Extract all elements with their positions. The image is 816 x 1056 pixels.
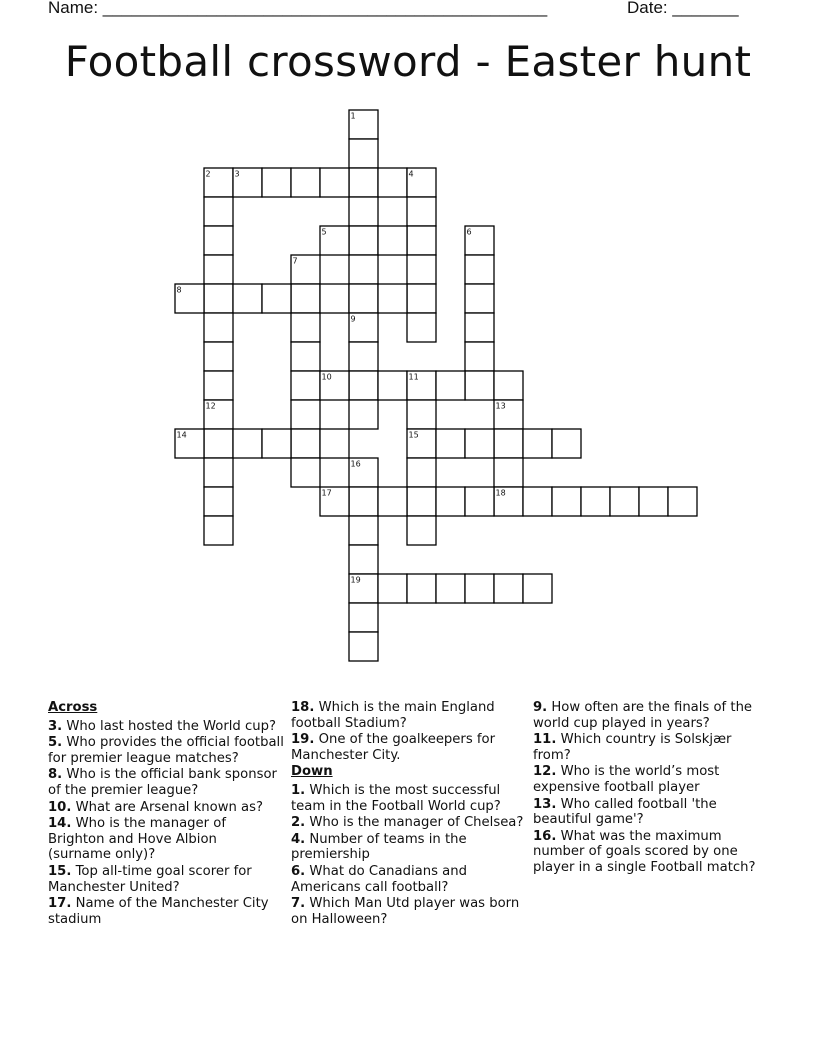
- grid-cell[interactable]: [233, 284, 262, 313]
- grid-cell[interactable]: [465, 487, 494, 516]
- clue-item: [48, 800, 284, 816]
- clue-item: [291, 732, 527, 763]
- grid-cell[interactable]: [349, 197, 378, 226]
- clue-item: [48, 896, 284, 927]
- clue-text: Who is the manager of Brighton and Hove Albion (surname only)?: [48, 816, 226, 863]
- clue-item: [291, 783, 527, 814]
- clue-number: 18.: [291, 700, 315, 715]
- clue-number: 14.: [48, 816, 72, 832]
- clue-number-label: 16: [350, 459, 361, 469]
- grid-cell[interactable]: [204, 255, 233, 284]
- page-title: Football crossword - Easter hunt: [64, 37, 752, 86]
- grid-cell[interactable]: [407, 284, 436, 313]
- grid-cell[interactable]: [465, 371, 494, 400]
- grid-cell[interactable]: [349, 545, 378, 574]
- clue-number-label: 2: [205, 169, 211, 179]
- clue-number-label: 9: [350, 314, 356, 324]
- clue-number-label: 5: [321, 227, 327, 237]
- clue-number-label: 3: [234, 169, 240, 179]
- grid-cell[interactable]: [465, 255, 494, 284]
- clue-number-label: 11: [408, 372, 419, 382]
- clue-number-label: 14: [176, 430, 187, 440]
- grid-cell[interactable]: [349, 400, 378, 429]
- clue-number: 8.: [48, 767, 63, 783]
- clue-text: Who is the official bank sponsor of the premier league?: [48, 767, 277, 798]
- clue-number: 12.: [533, 764, 557, 780]
- clue-text: One of the goalkeepers for Manchester City.: [291, 732, 496, 763]
- clue-text: Top all-time goal scorer for Manchester United?: [48, 863, 252, 895]
- clue-number-label: 1: [350, 111, 356, 121]
- down-clue-list-continued: [533, 700, 769, 876]
- clue-number: 19.: [291, 732, 315, 748]
- clue-text: Which is the main England football Stadium?: [291, 700, 495, 731]
- clue-number: 1.: [291, 782, 306, 798]
- grid-cell[interactable]: [378, 371, 407, 400]
- clue-item: [48, 767, 284, 798]
- clue-text: Who is the manager of Chelsea?: [309, 815, 524, 831]
- clue-item: [291, 832, 527, 863]
- grid-cell[interactable]: [523, 574, 552, 603]
- clues-column-1: [48, 700, 284, 928]
- clue-number: 17.: [48, 896, 72, 912]
- clue-text: What do Canadians and Americans call football?: [291, 863, 467, 895]
- grid-cell[interactable]: [204, 313, 233, 342]
- clue-text: What are Arsenal known as?: [75, 799, 264, 815]
- grid-cell[interactable]: [407, 313, 436, 342]
- clue-item: [533, 829, 769, 876]
- grid-cell[interactable]: [407, 516, 436, 545]
- clue-number: 6.: [291, 863, 306, 879]
- grid-cell[interactable]: [668, 487, 697, 516]
- name-field-label: Name: _______________________________________________: [48, 0, 548, 17]
- grid-cell[interactable]: [262, 429, 291, 458]
- clue-number: 7.: [291, 896, 306, 912]
- grid-cell[interactable]: [262, 168, 291, 197]
- grid-cell[interactable]: [349, 342, 378, 371]
- grid-cell[interactable]: [465, 342, 494, 371]
- grid-cell[interactable]: [494, 574, 523, 603]
- clue-number: 2.: [291, 815, 306, 831]
- clue-text: Who is the world’s most expensive football player: [533, 764, 720, 795]
- grid-cell[interactable]: [407, 487, 436, 516]
- grid-cell[interactable]: [523, 487, 552, 516]
- grid-cell[interactable]: [465, 429, 494, 458]
- grid-cell[interactable]: [291, 168, 320, 197]
- clue-number: 4.: [291, 831, 306, 847]
- clue-number-label: 10: [321, 372, 332, 382]
- grid-cell[interactable]: [610, 487, 639, 516]
- grid-cell[interactable]: [407, 197, 436, 226]
- clue-number: 16.: [533, 828, 557, 844]
- grid-cell[interactable]: [349, 284, 378, 313]
- grid-cell[interactable]: [552, 487, 581, 516]
- grid-cell[interactable]: [291, 400, 320, 429]
- grid-cell[interactable]: [407, 255, 436, 284]
- clue-item: [48, 735, 284, 766]
- grid-cell[interactable]: [262, 284, 291, 313]
- grid-cell[interactable]: [378, 226, 407, 255]
- grid-cell[interactable]: [233, 429, 262, 458]
- grid-cell[interactable]: [378, 168, 407, 197]
- grid-cell[interactable]: [204, 226, 233, 255]
- clue-number-label: 8: [176, 285, 182, 295]
- grid-cell[interactable]: [204, 284, 233, 313]
- grid-cell[interactable]: [291, 458, 320, 487]
- down-heading: Down: [291, 764, 333, 780]
- clue-item: [48, 864, 284, 895]
- grid-cell[interactable]: [581, 487, 610, 516]
- clue-number-label: 6: [466, 227, 472, 237]
- clue-text: What was the maximum number of goals scored by one player in a single Football match?: [533, 828, 756, 875]
- grid-cell[interactable]: [494, 458, 523, 487]
- grid-cell[interactable]: [494, 429, 523, 458]
- clue-text: Which country is Solskjær from?: [533, 732, 732, 763]
- grid-cell[interactable]: [407, 574, 436, 603]
- clue-item: [48, 816, 284, 863]
- date-field-label: Date: _______: [627, 0, 739, 17]
- across-clue-list-continued: [291, 700, 527, 763]
- grid-cell[interactable]: [465, 284, 494, 313]
- clue-text: Number of teams in the premiership: [291, 831, 467, 863]
- clue-number-label: 19: [350, 575, 361, 585]
- across-clue-list: [48, 719, 284, 928]
- grid-cell[interactable]: [291, 313, 320, 342]
- clue-text: Who last hosted the World cup?: [66, 718, 276, 734]
- grid-cell[interactable]: [349, 603, 378, 632]
- clue-number: 15.: [48, 863, 72, 879]
- grid-cell[interactable]: [291, 429, 320, 458]
- grid-cell[interactable]: [349, 487, 378, 516]
- grid-cell[interactable]: [436, 371, 465, 400]
- clue-item: [533, 764, 769, 795]
- grid-cell[interactable]: [291, 284, 320, 313]
- grid-cell[interactable]: [465, 313, 494, 342]
- grid-cell[interactable]: [349, 139, 378, 168]
- grid-cell[interactable]: [320, 429, 349, 458]
- clue-number: 9.: [533, 700, 548, 715]
- clue-text: Who called football 'the beautiful game'?: [533, 796, 717, 828]
- grid-cell[interactable]: [349, 168, 378, 197]
- grid-cell[interactable]: [204, 458, 233, 487]
- grid-cell[interactable]: [291, 371, 320, 400]
- clue-number-label: 17: [321, 488, 332, 498]
- grid-cell[interactable]: [204, 371, 233, 400]
- clues-column-3: [533, 700, 769, 877]
- clue-item: [291, 815, 527, 831]
- grid-cell[interactable]: [465, 574, 494, 603]
- clue-number-label: 13: [495, 401, 506, 411]
- grid-cell[interactable]: [436, 429, 465, 458]
- clue-text: Which is the most successful team in the Football World cup?: [291, 782, 501, 814]
- grid-cell[interactable]: [204, 487, 233, 516]
- grid-cell[interactable]: [436, 487, 465, 516]
- clue-number-label: 12: [205, 401, 216, 411]
- clue-number-label: 4: [408, 169, 414, 179]
- clue-number: 10.: [48, 799, 72, 815]
- clue-item: [533, 700, 769, 731]
- clue-item: [48, 719, 284, 735]
- clue-item: [533, 732, 769, 763]
- clue-number-label: 7: [292, 256, 298, 266]
- clue-number-label: 15: [408, 430, 419, 440]
- grid-cell[interactable]: [349, 516, 378, 545]
- clue-text: Name of the Manchester City stadium: [48, 896, 269, 927]
- grid-cell[interactable]: [204, 429, 233, 458]
- clue-item: [291, 864, 527, 895]
- grid-cell[interactable]: [349, 226, 378, 255]
- grid-cell[interactable]: [378, 487, 407, 516]
- clue-number: 13.: [533, 796, 557, 812]
- grid-cell[interactable]: [436, 574, 465, 603]
- grid-cell[interactable]: [320, 168, 349, 197]
- grid-cell[interactable]: [204, 197, 233, 226]
- grid-cell[interactable]: [552, 429, 581, 458]
- grid-cell[interactable]: [494, 371, 523, 400]
- clue-text: Which Man Utd player was born on Halloween?: [291, 896, 520, 927]
- grid-cell[interactable]: [291, 342, 320, 371]
- across-heading: Across: [48, 700, 98, 715]
- clue-number: 3.: [48, 718, 63, 734]
- grid-cell[interactable]: [407, 458, 436, 487]
- grid-cell[interactable]: [349, 371, 378, 400]
- grid-cell[interactable]: [204, 516, 233, 545]
- clues-column-2: [291, 700, 527, 928]
- grid-cell[interactable]: [407, 400, 436, 429]
- grid-cell[interactable]: [378, 574, 407, 603]
- grid-cell[interactable]: [349, 632, 378, 661]
- clue-number: 11.: [533, 732, 557, 748]
- clue-text: Who provides the official football for premier league matches?: [48, 735, 284, 766]
- grid-cell[interactable]: [639, 487, 668, 516]
- grid-cell[interactable]: [204, 342, 233, 371]
- clue-text: How often are the finals of the world cup played in years?: [533, 700, 753, 731]
- clue-item: [291, 700, 527, 731]
- grid-cell[interactable]: [320, 284, 349, 313]
- grid-cell[interactable]: [378, 284, 407, 313]
- grid-cell[interactable]: [349, 255, 378, 284]
- down-clue-list: [291, 783, 527, 927]
- clue-item: [533, 797, 769, 828]
- clue-number: 5.: [48, 735, 63, 751]
- grid-cell[interactable]: [523, 429, 552, 458]
- clue-number-label: 18: [495, 488, 506, 498]
- grid-cell[interactable]: [407, 226, 436, 255]
- clue-item: [291, 896, 527, 927]
